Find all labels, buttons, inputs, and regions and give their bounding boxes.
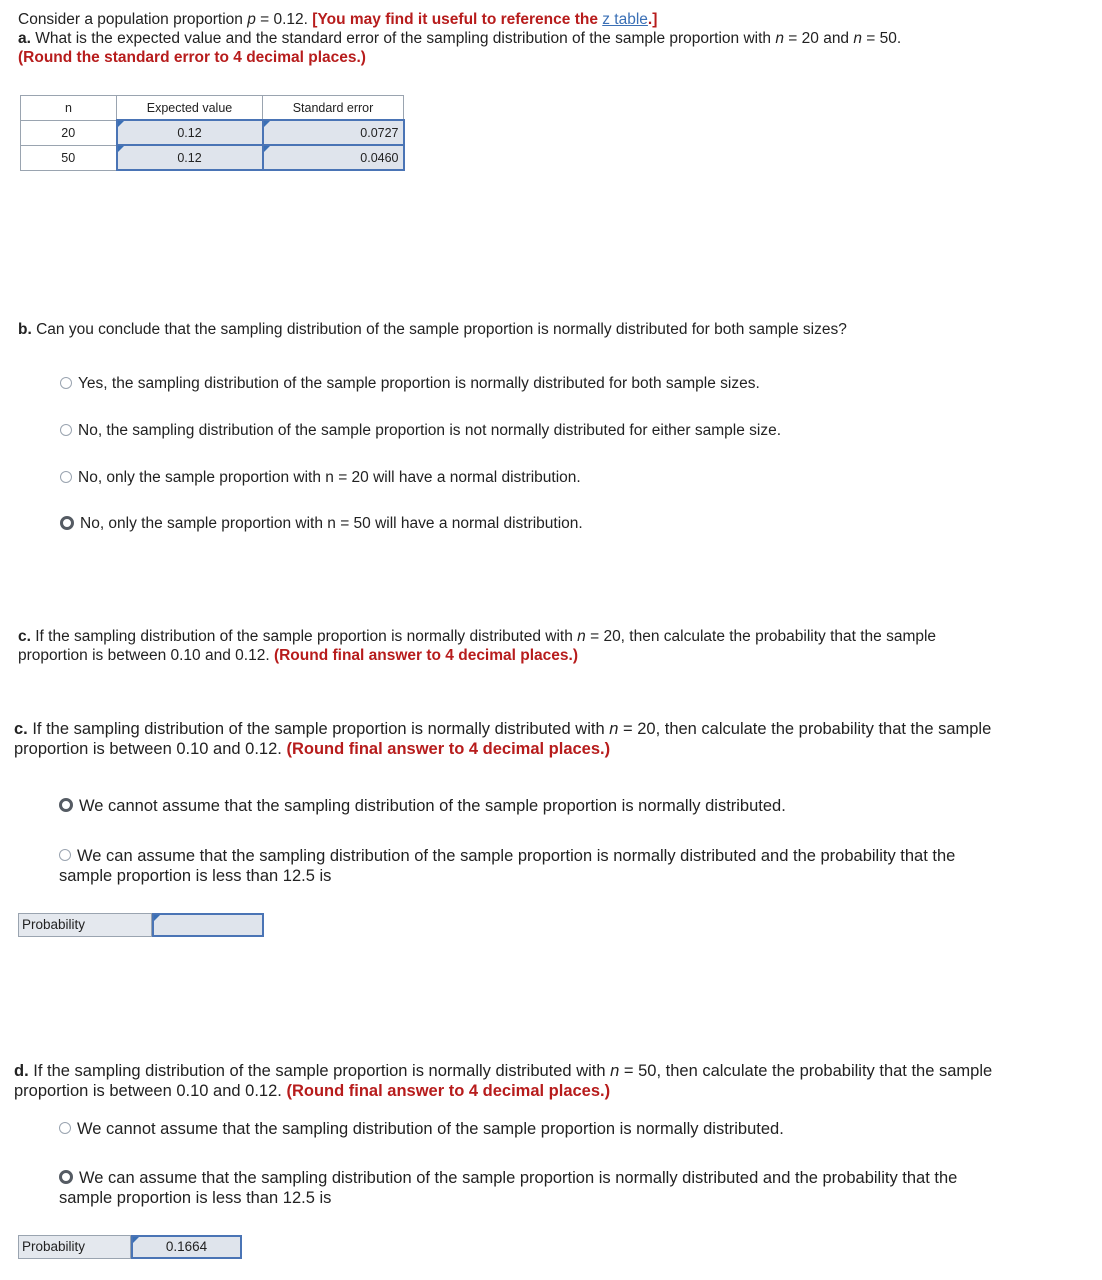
n-symbol: n [577, 628, 586, 645]
part-d-line2 [14, 1081, 610, 1101]
table-row [21, 145, 404, 170]
question-text: = 50, then calculate the probability that the sample [619, 1062, 993, 1080]
intro-text: Consider a population proportion [18, 11, 248, 28]
part-a-question-text: What is the expected value and the standard error of the sampling distribution of the sample proportion with [30, 30, 776, 47]
radio-button[interactable] [60, 471, 72, 483]
part-b-option-2[interactable] [60, 421, 781, 441]
option-label: We can assume that the sampling distribution of the sample proportion is normally distributed and the probability that the [77, 847, 956, 865]
radio-button-selected[interactable] [59, 798, 73, 812]
part-c-preview-line2 [18, 646, 578, 666]
probability-value: 0.1664 [165, 1239, 208, 1254]
option-label: Yes, the sampling distribution of the sample proportion is normally distributed for both sample sizes. [78, 375, 760, 392]
probability-label: Probability [18, 1235, 131, 1259]
question-text: = 20, then calculate the probability that the sample [585, 628, 937, 645]
part-c-preview-line1 [18, 627, 936, 647]
expected-value-input[interactable] [117, 145, 263, 170]
question-text: If the sampling distribution of the sample proportion is normally distributed with [27, 720, 610, 738]
standard-error-text: 0.0460 [360, 150, 399, 165]
part-c-option-2[interactable] [59, 846, 955, 866]
header-expected-value: Expected value [117, 96, 263, 121]
table-row [21, 120, 404, 145]
cell-n: 50 [21, 145, 117, 170]
standard-error-input[interactable] [263, 120, 404, 145]
z-table-link[interactable]: z table [602, 11, 648, 28]
part-b-option-1[interactable] [60, 374, 760, 394]
part-b-question [18, 320, 847, 340]
question-text: If the sampling distribution of the sample proportion is normally distributed with [30, 628, 578, 645]
answer-table [20, 95, 405, 171]
expected-value-input[interactable] [117, 120, 263, 145]
header-standard-error: Standard error [263, 96, 404, 121]
question-text: If the sampling distribution of the sample proportion is normally distributed with [28, 1062, 611, 1080]
part-c-option-1[interactable] [59, 796, 786, 816]
n50-text: = 50. [862, 30, 902, 47]
part-c-line1 [14, 719, 991, 739]
option-label: We cannot assume that the sampling distribution of the sample proportion is normally distributed. [79, 797, 786, 815]
question-text: proportion is between 0.10 and 0.12. [14, 740, 287, 758]
standard-error-text: 0.0727 [360, 125, 399, 140]
radio-button-selected[interactable] [59, 1170, 73, 1184]
hint-suffix: .] [647, 11, 658, 28]
part-c-probability-row [18, 913, 264, 937]
option-label: We cannot assume that the sampling distribution of the sample proportion is normally distributed. [77, 1120, 784, 1138]
instruction: (Round final answer to 4 decimal places.) [273, 647, 578, 664]
part-c-line2 [14, 739, 610, 759]
p-symbol: p [247, 11, 256, 28]
cell-n: 20 [21, 120, 117, 145]
n-symbol: n [610, 1062, 620, 1080]
p-value: = 0.12. [255, 11, 313, 28]
option-label-continued: sample proportion is less than 12.5 is [59, 1189, 332, 1207]
part-d-label: d. [14, 1062, 29, 1080]
part-a-question [18, 29, 901, 49]
part-b-question-text: Can you conclude that the sampling distribution of the sample proportion is normally distributed for both sample sizes? [31, 321, 847, 338]
part-b-option-4[interactable] [60, 514, 583, 534]
probability-input[interactable] [131, 1235, 242, 1259]
expected-value-text: 0.12 [177, 125, 202, 140]
part-a-instruction: (Round the standard error to 4 decimal places.) [18, 49, 366, 66]
part-a-label: a. [18, 30, 31, 47]
expected-value-text: 0.12 [177, 150, 202, 165]
probability-label: Probability [18, 913, 152, 937]
standard-error-input[interactable] [263, 145, 404, 170]
n-symbol: n [609, 720, 619, 738]
part-c-label: c. [14, 720, 28, 738]
radio-button[interactable] [60, 377, 72, 389]
option-label: No, only the sample proportion with n = 20 will have a normal distribution. [78, 469, 581, 486]
option-label: No, the sampling distribution of the sample proportion is not normally distributed for either sample size. [78, 422, 782, 439]
option-label-continued: sample proportion is less than 12.5 is [59, 867, 332, 885]
part-d-line1 [14, 1061, 992, 1081]
hint-prefix: [You may find it useful to reference the [312, 11, 603, 28]
part-d-option-1[interactable] [59, 1119, 784, 1139]
n20-text: = 20 and [783, 30, 854, 47]
part-d-probability-row [18, 1235, 242, 1259]
radio-button[interactable] [59, 1122, 71, 1134]
question-text: proportion is between 0.10 and 0.12. [14, 1082, 287, 1100]
question-text: = 20, then calculate the probability that the sample [618, 720, 992, 738]
instruction: (Round final answer to 4 decimal places.) [286, 740, 611, 758]
hint [312, 11, 657, 28]
part-c-preview-label: c. [18, 628, 31, 645]
radio-button-selected[interactable] [60, 516, 74, 530]
intro-line [18, 10, 657, 30]
part-b-option-3[interactable] [60, 468, 581, 488]
question-text: proportion is between 0.10 and 0.12. [18, 647, 274, 664]
option-label: We can assume that the sampling distribution of the sample proportion is normally distributed and the probability that the [79, 1169, 958, 1187]
part-d-option-2[interactable] [59, 1168, 957, 1188]
n-symbol: n [853, 30, 862, 47]
radio-button[interactable] [60, 424, 72, 436]
instruction: (Round final answer to 4 decimal places.) [286, 1082, 611, 1100]
header-n: n [21, 96, 117, 121]
part-b-label: b. [18, 321, 32, 338]
table-header-row [21, 96, 404, 121]
n-symbol: n [775, 30, 784, 47]
radio-button[interactable] [59, 849, 71, 861]
option-label: No, only the sample proportion with n = 50 will have a normal distribution. [80, 515, 583, 532]
probability-input[interactable] [152, 913, 264, 937]
